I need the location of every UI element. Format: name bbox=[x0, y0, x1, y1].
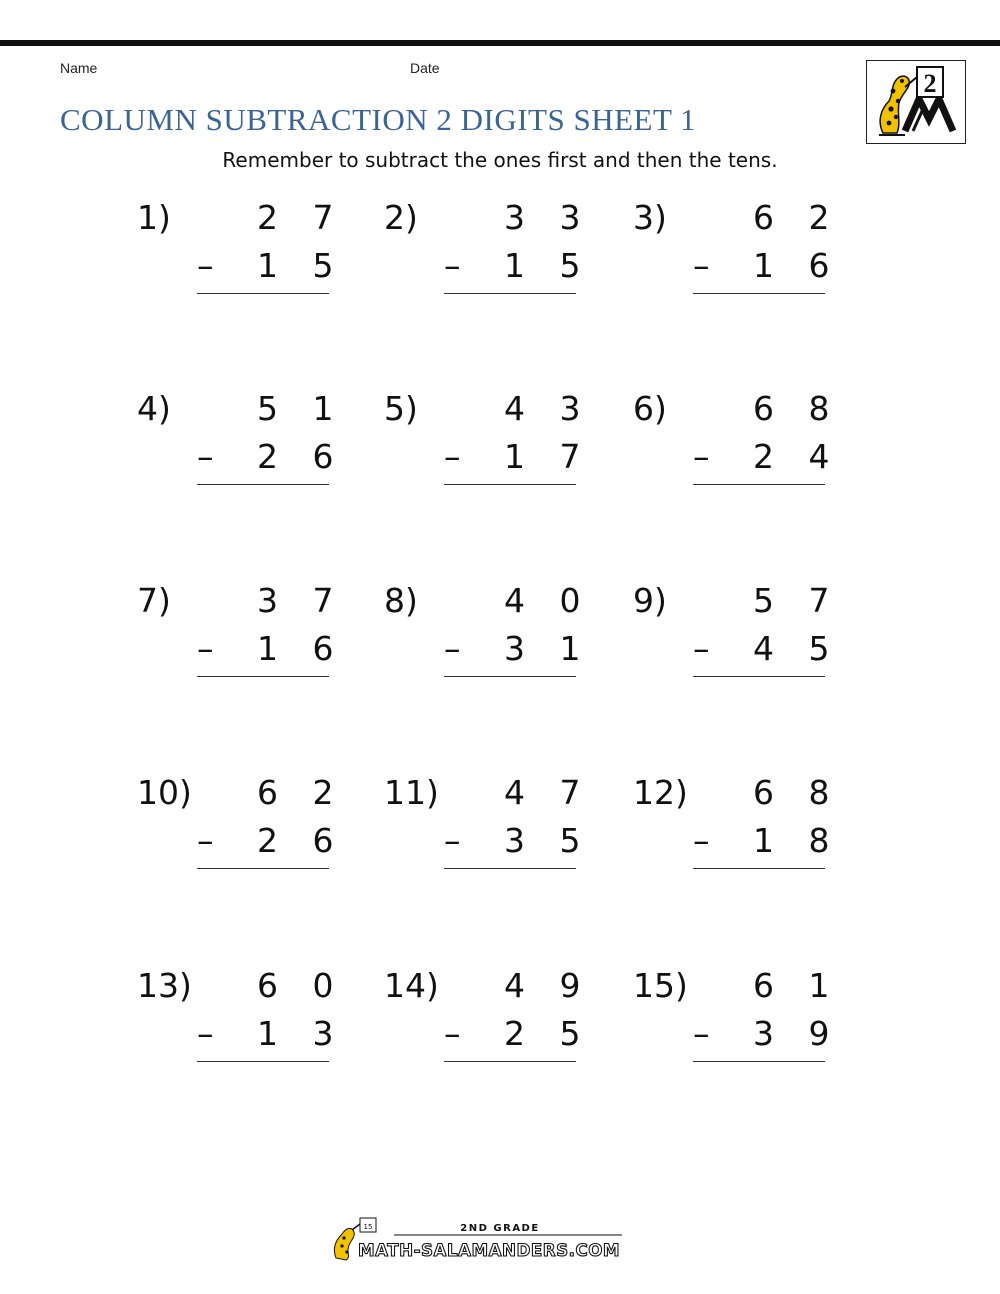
date-label: Date bbox=[410, 60, 440, 76]
problem-10 bbox=[137, 773, 367, 883]
problem-15 bbox=[633, 966, 863, 1076]
problem-8 bbox=[384, 581, 614, 691]
name-label: Name bbox=[60, 60, 98, 76]
problem-13 bbox=[137, 966, 367, 1076]
answer-line bbox=[444, 293, 576, 294]
minus-sign: – bbox=[197, 1014, 214, 1053]
problem-number: 7) bbox=[137, 581, 171, 620]
answer-line bbox=[444, 868, 576, 869]
minuend: 6 1 bbox=[753, 966, 842, 1005]
minus-sign: – bbox=[693, 629, 710, 668]
minuend: 6 0 bbox=[257, 966, 346, 1005]
answer-line bbox=[693, 1061, 825, 1062]
minuend: 4 0 bbox=[504, 581, 593, 620]
salamander-logo-icon bbox=[867, 61, 964, 142]
problem-9 bbox=[633, 581, 863, 691]
answer-line bbox=[197, 868, 329, 869]
subtrahend: 1 6 bbox=[753, 246, 842, 285]
problem-number: 15) bbox=[633, 966, 688, 1005]
footer-site-text: MATH-SALAMANDERS.COM bbox=[358, 1241, 620, 1261]
minus-sign: – bbox=[693, 1014, 710, 1053]
minuend: 3 7 bbox=[257, 581, 346, 620]
problem-number: 14) bbox=[384, 966, 439, 1005]
problem-14 bbox=[384, 966, 614, 1076]
problem-number: 9) bbox=[633, 581, 667, 620]
problem-number: 12) bbox=[633, 773, 688, 812]
subtrahend: 2 6 bbox=[257, 821, 346, 860]
subtrahend: 2 6 bbox=[257, 437, 346, 476]
answer-line bbox=[444, 676, 576, 677]
answer-line bbox=[197, 1061, 329, 1062]
subtrahend: 1 8 bbox=[753, 821, 842, 860]
problem-number: 2) bbox=[384, 198, 418, 237]
subtrahend: 3 5 bbox=[504, 821, 593, 860]
footer-logo bbox=[330, 1216, 626, 1262]
answer-line bbox=[197, 676, 329, 677]
problem-number: 11) bbox=[384, 773, 439, 812]
problem-4 bbox=[137, 389, 367, 499]
minuend: 4 3 bbox=[504, 389, 593, 428]
footer-board-text: 15 bbox=[363, 1223, 373, 1231]
problem-number: 8) bbox=[384, 581, 418, 620]
minuend: 4 9 bbox=[504, 966, 593, 1005]
answer-line bbox=[693, 484, 825, 485]
minus-sign: – bbox=[197, 821, 214, 860]
problem-5 bbox=[384, 389, 614, 499]
minus-sign: – bbox=[693, 246, 710, 285]
minuend: 4 7 bbox=[504, 773, 593, 812]
answer-line bbox=[693, 676, 825, 677]
subtrahend: 2 4 bbox=[753, 437, 842, 476]
minuend: 3 3 bbox=[504, 198, 593, 237]
footer-grade-text: 2ND GRADE bbox=[460, 1223, 540, 1234]
minus-sign: – bbox=[444, 1014, 461, 1053]
answer-line bbox=[197, 484, 329, 485]
logo-number: 2 bbox=[923, 69, 937, 98]
minuend: 6 8 bbox=[753, 773, 842, 812]
minus-sign: – bbox=[444, 246, 461, 285]
minuend: 5 1 bbox=[257, 389, 346, 428]
answer-line bbox=[197, 293, 329, 294]
subtrahend: 1 5 bbox=[504, 246, 593, 285]
problem-number: 13) bbox=[137, 966, 192, 1005]
problem-number: 5) bbox=[384, 389, 418, 428]
subtrahend: 3 9 bbox=[753, 1014, 842, 1053]
minuend: 6 2 bbox=[257, 773, 346, 812]
problem-1 bbox=[137, 198, 367, 308]
problem-11 bbox=[384, 773, 614, 883]
problem-number: 10) bbox=[137, 773, 192, 812]
minus-sign: – bbox=[693, 437, 710, 476]
problem-2 bbox=[384, 198, 614, 308]
problem-7 bbox=[137, 581, 367, 691]
subtrahend: 1 6 bbox=[257, 629, 346, 668]
worksheet-title: COLUMN SUBTRACTION 2 DIGITS SHEET 1 bbox=[60, 102, 697, 137]
minus-sign: – bbox=[197, 246, 214, 285]
minuend: 2 7 bbox=[257, 198, 346, 237]
problem-number: 3) bbox=[633, 198, 667, 237]
subtrahend: 1 7 bbox=[504, 437, 593, 476]
math-salamanders-logo-icon bbox=[330, 1216, 626, 1262]
minus-sign: – bbox=[444, 821, 461, 860]
subtrahend: 1 3 bbox=[257, 1014, 346, 1053]
problem-12 bbox=[633, 773, 863, 883]
minus-sign: – bbox=[197, 629, 214, 668]
minus-sign: – bbox=[444, 437, 461, 476]
answer-line bbox=[693, 868, 825, 869]
minus-sign: – bbox=[444, 629, 461, 668]
subtrahend: 4 5 bbox=[753, 629, 842, 668]
minuend: 6 8 bbox=[753, 389, 842, 428]
minus-sign: – bbox=[693, 821, 710, 860]
subtrahend: 1 5 bbox=[257, 246, 346, 285]
answer-line bbox=[444, 484, 576, 485]
minuend: 5 7 bbox=[753, 581, 842, 620]
subtrahend: 2 5 bbox=[504, 1014, 593, 1053]
problem-3 bbox=[633, 198, 863, 308]
grade-logo bbox=[866, 60, 966, 144]
problem-6 bbox=[633, 389, 863, 499]
problem-number: 4) bbox=[137, 389, 171, 428]
subtrahend: 3 1 bbox=[504, 629, 593, 668]
problem-number: 1) bbox=[137, 198, 171, 237]
top-rule bbox=[0, 40, 1000, 46]
minus-sign: – bbox=[197, 437, 214, 476]
minuend: 6 2 bbox=[753, 198, 842, 237]
answer-line bbox=[693, 293, 825, 294]
answer-line bbox=[444, 1061, 576, 1062]
instructions: Remember to subtract the ones first and then the tens. bbox=[222, 148, 778, 172]
problem-number: 6) bbox=[633, 389, 667, 428]
